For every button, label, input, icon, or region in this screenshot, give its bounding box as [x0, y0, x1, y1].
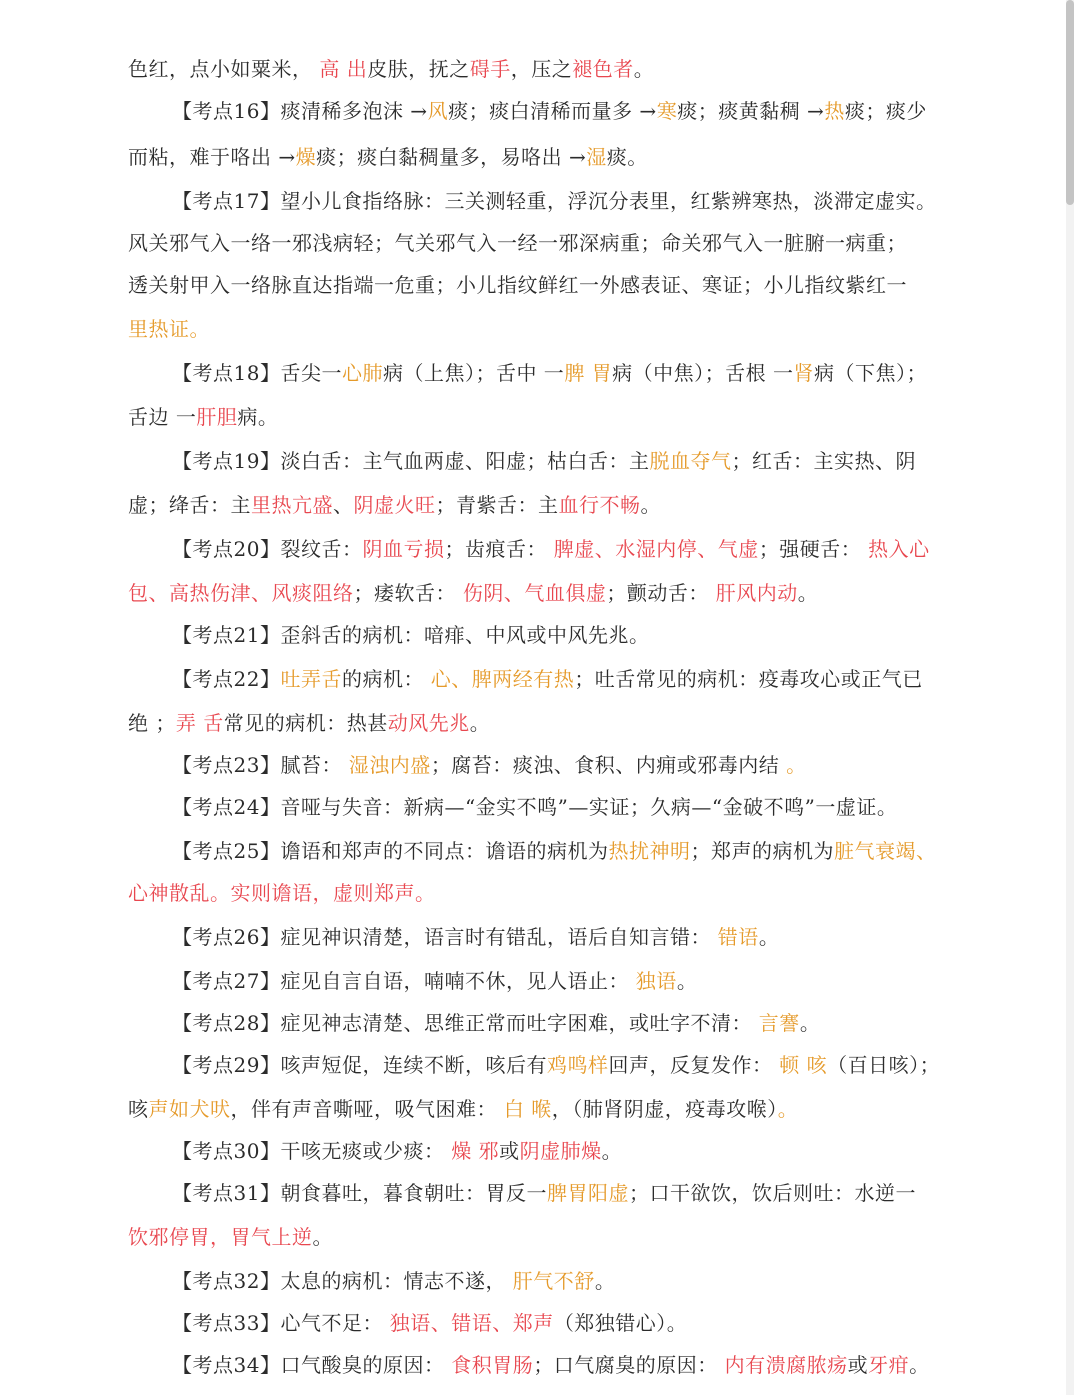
text-segment: 。	[797, 581, 819, 605]
highlight-red: 心神散乱。实则谵语，虚则郑声。	[128, 881, 436, 905]
text-segment: ，压之	[510, 57, 573, 81]
text-segment: ；郑声的病机为	[690, 839, 834, 863]
text-segment: 【考点30】干咳无痰或少痰：	[172, 1139, 445, 1163]
text-segment: 【考点24】音哑与失音：新病—“金实不鸣”—实证；久病—“金破不鸣”一虚证。	[172, 795, 898, 819]
text-segment: 透关射甲入一络脉直达指端一危重；小儿指纹鲜红一外感表证、寒证；小儿指纹紫红一	[128, 273, 907, 297]
text-segment: 【考点21】歪斜舌的病机：喑痱、中风或中风先兆。	[172, 623, 650, 647]
highlight-orange: 脱血夺气	[649, 449, 732, 473]
highlight-red: 包、高热伤津、风痰阻络	[128, 581, 354, 605]
text-line	[0, 872, 1060, 914]
text-line	[0, 1130, 1060, 1172]
text-segment: 病。	[237, 405, 279, 429]
text-line	[0, 572, 1060, 614]
text-segment: 【考点25】谵语和郑声的不同点：谵语的病机为	[172, 839, 609, 863]
text-segment: 咳	[128, 1097, 149, 1121]
highlight-red: 阴虚火旺	[353, 493, 436, 517]
text-segment: （百日咳）；	[827, 1053, 941, 1077]
highlight-orange: 鸡鸣样	[546, 1053, 609, 1077]
text-segment: 。	[594, 1269, 616, 1293]
scrollbar-thumb[interactable]	[1066, 0, 1074, 205]
highlight-red: 燥 邪	[444, 1139, 500, 1163]
text-segment: 绝 ；	[128, 711, 176, 735]
text-segment: 。	[799, 1011, 821, 1035]
text-segment: 【考点33】心气不足：	[172, 1311, 383, 1335]
text-segment: ，伴有声音嘶哑，吸气困难：	[230, 1097, 497, 1121]
text-segment: 病（中焦）；舌根 一	[612, 361, 794, 385]
highlight-orange: 脾胃阳虚	[546, 1181, 629, 1205]
text-segment: 痰；痰白黏稠量多，易咯出 →	[316, 145, 587, 169]
text-segment: 。	[469, 711, 491, 735]
highlight-red: 阴血亏损	[362, 537, 445, 561]
highlight-orange: 心、脾两经有热	[423, 667, 575, 691]
highlight-orange: 热	[824, 99, 845, 123]
text-line	[0, 484, 1060, 526]
text-segment: 色红，点小如粟米，	[128, 57, 313, 81]
text-segment: ；口干欲饮，饮后则吐：水逆一	[628, 1181, 916, 1205]
highlight-orange: 肝气不舒	[505, 1269, 595, 1293]
highlight-orange: 寒	[656, 99, 678, 123]
highlight-red: 伤阴、气血俱虚	[456, 581, 607, 605]
text-segment: 【考点19】淡白舌：主气血两虚、阳虚；枯白舌：主	[172, 449, 650, 473]
highlight-orange: 肾	[793, 361, 815, 385]
text-segment: 【考点26】症见神识清楚，语言时有错乱，语后自知言错：	[172, 925, 711, 949]
text-segment: 风关邪气入一络一邪浅病轻；气关邪气入一经一邪深病重；命关邪气入一脏腑一病重；	[128, 231, 907, 255]
text-line	[0, 136, 1060, 178]
text-line	[0, 1002, 1060, 1044]
text-line	[0, 440, 1060, 482]
text-line	[0, 48, 1060, 90]
text-segment: ；强硬舌：	[758, 537, 862, 561]
highlight-orange: 心肺	[341, 361, 383, 385]
text-segment: 。	[676, 969, 698, 993]
highlight-red: 血行不畅	[558, 493, 641, 517]
highlight-red: 牙疳	[868, 1353, 910, 1377]
text-segment: 的病机：	[341, 667, 424, 691]
text-line	[0, 1088, 1060, 1130]
highlight-orange: 顿 咳	[772, 1053, 828, 1077]
text-segment: 【考点27】症见自言自语，喃喃不休，见人语止：	[172, 969, 629, 993]
highlight-red: 肝风内动	[708, 581, 798, 605]
text-line	[0, 960, 1060, 1002]
text-line	[0, 1302, 1060, 1344]
text-segment: 。	[758, 925, 780, 949]
text-line	[0, 528, 1060, 570]
text-segment: 痰；痰少	[844, 99, 927, 123]
text-segment: 【考点20】裂纹舌：	[172, 537, 363, 561]
text-segment: ；颤动舌：	[606, 581, 709, 605]
text-segment: 【考点31】朝食暮吐，暮食朝吐：胃反一	[172, 1181, 547, 1205]
highlight-red: 独语、错语、郑声	[382, 1311, 554, 1335]
text-line	[0, 786, 1060, 828]
text-segment: 或	[847, 1353, 869, 1377]
highlight-red: 脾虚、水湿内停、气虚	[546, 537, 759, 561]
text-line	[0, 702, 1060, 744]
text-line	[0, 1044, 1060, 1086]
text-segment: 、	[333, 493, 354, 517]
highlight-orange: 声如犬吠	[148, 1097, 231, 1121]
highlight-red: 食积胃肠	[444, 1353, 534, 1377]
highlight-orange: 湿	[586, 145, 607, 169]
highlight-orange: 错语	[710, 925, 759, 949]
text-segment: ；吐舌常见的病机：疫毒攻心或正气已	[574, 667, 923, 691]
highlight-orange: 白 喉	[497, 1097, 552, 1121]
text-line	[0, 396, 1060, 438]
highlight-orange: 言謇	[751, 1011, 800, 1035]
highlight-red: 内有溃腐脓疡	[717, 1353, 848, 1377]
text-line	[0, 1216, 1060, 1258]
highlight-red: 饮邪停胃，胃气上逆	[128, 1225, 313, 1249]
text-line	[0, 744, 1060, 786]
highlight-orange: 独语	[628, 969, 677, 993]
text-segment: 而粘，难于咯出 →	[128, 145, 296, 169]
text-line	[0, 916, 1060, 958]
text-line	[0, 222, 1060, 264]
highlight-red: 褪色者	[572, 57, 634, 81]
text-line	[0, 180, 1060, 222]
text-segment: 回声，反复发作：	[608, 1053, 773, 1077]
highlight-orange: 。	[786, 753, 807, 777]
text-segment: 。	[640, 493, 661, 517]
highlight-orange: 风	[427, 99, 449, 123]
highlight-red: 动风先兆	[387, 711, 470, 735]
highlight-red: 热入心	[861, 537, 930, 561]
text-segment: ；痿软舌：	[353, 581, 456, 605]
highlight-orange: 脾 胃	[564, 361, 613, 385]
highlight-orange: 脏气衰竭、	[833, 839, 937, 863]
text-segment: 舌边 一	[128, 405, 197, 429]
text-segment: 常见的病机：热甚	[223, 711, 388, 735]
text-line	[0, 1172, 1060, 1214]
text-line	[0, 658, 1060, 700]
text-line	[0, 1260, 1060, 1302]
scrollbar-track[interactable]	[1066, 0, 1074, 1395]
text-segment: 皮肤，抚之	[367, 57, 470, 81]
text-line	[0, 90, 1060, 132]
highlight-red: 里热亢盛	[251, 493, 333, 517]
highlight-red: 阴虚肺燥	[519, 1139, 602, 1163]
text-line	[0, 352, 1060, 394]
text-segment: 【考点16】痰清稀多泡沫 →	[172, 99, 428, 123]
text-segment: ；青紫舌：主	[435, 493, 559, 517]
text-line	[0, 614, 1060, 656]
highlight-orange: 燥	[295, 145, 317, 169]
document-page	[0, 40, 1060, 1377]
text-segment: 。	[633, 57, 655, 81]
highlight-red: 肝胆	[196, 405, 238, 429]
text-segment: ，（肺肾阴虚，疫毒攻喉）	[551, 1097, 778, 1121]
highlight-red: 弄 舌	[175, 711, 224, 735]
text-line	[0, 1344, 1060, 1386]
highlight-orange: 湿浊内盛	[341, 753, 431, 777]
text-segment: 【考点28】症见神志清楚、思维正常而吐字困难，或吐字不清：	[172, 1011, 752, 1035]
text-segment: ；腐苔：痰浊、食积、内痈或邪毒内结	[430, 753, 787, 777]
text-segment: 痰。	[606, 145, 648, 169]
highlight-orange: 。	[777, 1097, 799, 1121]
highlight-red: 碍手	[469, 57, 511, 81]
text-segment: 痰；痰白清稀而量多 →	[448, 99, 657, 123]
text-segment: 病（下焦）；	[814, 361, 928, 385]
text-line	[0, 264, 1060, 306]
text-segment: 【考点18】舌尖一	[172, 361, 342, 385]
text-segment: 病（上焦）；舌中 一	[382, 361, 565, 385]
text-segment: 【考点32】太息的病机：情志不遂，	[172, 1269, 506, 1293]
highlight-orange: 热扰神明	[608, 839, 691, 863]
text-segment: ；齿痕舌：	[444, 537, 547, 561]
text-segment: 痰；痰黄黏稠 →	[677, 99, 825, 123]
text-segment: 。	[312, 1225, 333, 1249]
highlight-orange: 里热证。	[128, 317, 210, 341]
text-segment: 【考点17】望小儿食指络脉：三关测轻重，浮沉分表里，红紫辨寒热，淡滞定虚实。	[172, 189, 937, 213]
text-segment: ；红舌：主实热、阴	[731, 449, 916, 473]
text-line	[0, 308, 1060, 350]
text-segment: 【考点23】腻苔：	[172, 753, 342, 777]
text-segment: 【考点34】口气酸臭的原因：	[172, 1353, 445, 1377]
text-segment: ；口气腐臭的原因：	[533, 1353, 718, 1377]
highlight-orange: 吐弄舌	[280, 667, 342, 691]
text-segment: （郑独错心）。	[553, 1311, 688, 1335]
text-segment: 或	[499, 1139, 520, 1163]
text-segment: 。	[601, 1139, 623, 1163]
text-segment: 虚；绛舌：主	[128, 493, 251, 517]
text-segment: 【考点29】咳声短促，连续不断，咳后有	[172, 1053, 547, 1077]
highlight-red: 高 出	[312, 57, 368, 81]
text-segment: 【考点22】	[172, 667, 281, 691]
text-segment: 。	[909, 1353, 930, 1377]
text-line	[0, 830, 1060, 872]
